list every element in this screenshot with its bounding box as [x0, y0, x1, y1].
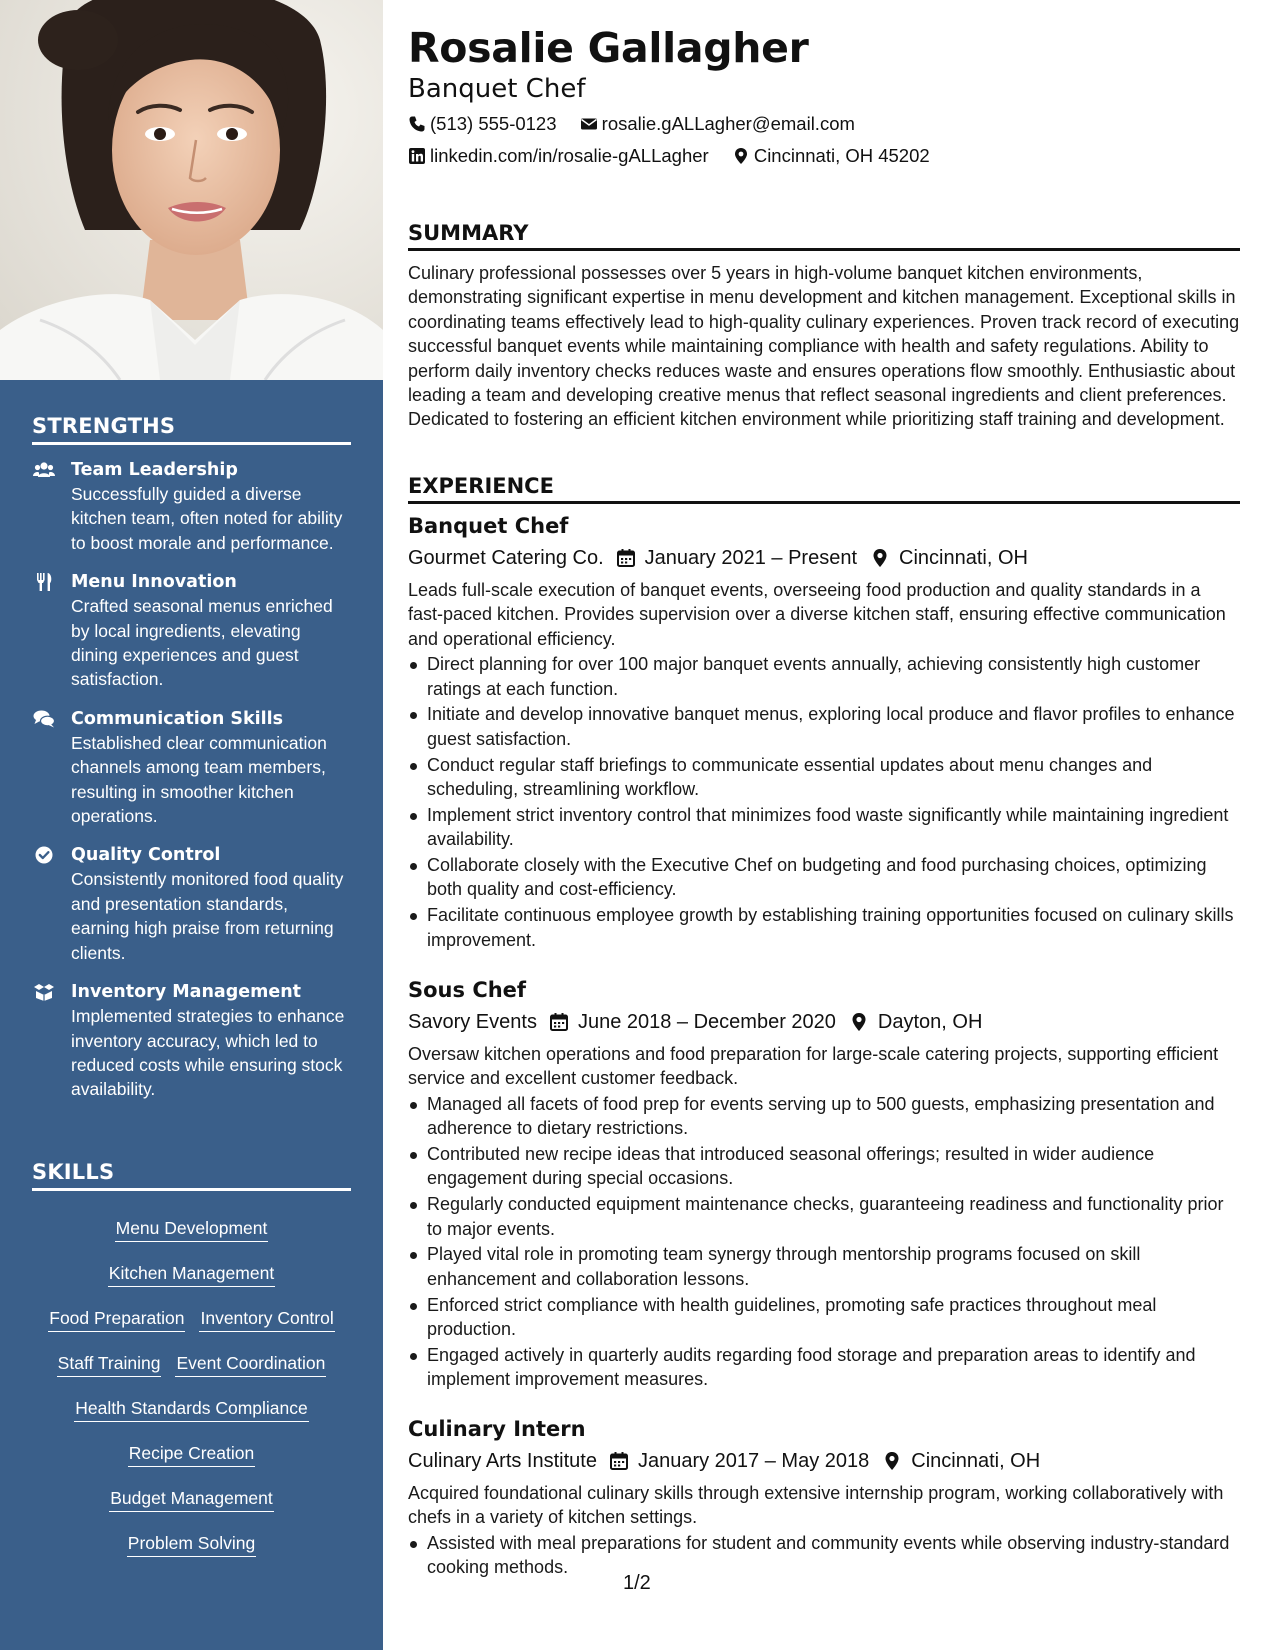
- email-text: rosalie.gALLagher@email.com: [601, 113, 855, 134]
- calendar-icon: [549, 1012, 569, 1032]
- summary-text: Culinary professional possesses over 5 years in high-volume banquet kitchen environments, demonstrating significant expertise in menu development and kitchen management. Exceptional skills in coordinating teams effectively lead to high-quality culinary experiences. Proven track record of executing successful banquet events while maintaining compliance with health and safety regulations. Ability to perform daily inventory checks reduces waste and ensures operations flow smoothly. Enthusiastic about leading a team and developing creative menus that reflect seasonal ingredients and client preferences. Dedicated to fostering an efficient kitchen environment while prioritizing staff training and development.: [408, 263, 1240, 430]
- bullet-item: Engaged actively in quarterly audits regarding food storage and preparation areas to identify and implement improvement measures.: [408, 1343, 1240, 1392]
- job-entry: [408, 512, 1240, 953]
- experience-heading: EXPERIENCE: [408, 474, 1240, 504]
- strength-item: [32, 707, 351, 829]
- job-location: Cincinnati, OH: [899, 547, 1028, 569]
- boxes-icon: [33, 982, 55, 1002]
- job-entry: [408, 1415, 1240, 1581]
- strength-title: Quality Control: [71, 845, 221, 866]
- bullet-item: Direct planning for over 100 major banquet events annually, achieving consistently high customer ratings at each function.: [408, 652, 1240, 701]
- job-meta: [408, 1009, 1240, 1035]
- phone-contact[interactable]: [408, 113, 557, 135]
- email-icon: [580, 115, 598, 133]
- linkedin-contact[interactable]: [408, 145, 709, 167]
- job-company: Culinary Arts Institute: [408, 1450, 597, 1472]
- strength-text: Crafted seasonal menus enriched by local ingredients, elevating dining experiences and guest satisfaction.: [71, 596, 333, 690]
- strength-item: [32, 980, 351, 1102]
- skill-tag: Staff Training: [57, 1351, 162, 1377]
- strength-title: Team Leadership: [71, 460, 238, 480]
- skill-tag: Menu Development: [115, 1216, 269, 1242]
- linkedin-text: linkedin.com/in/rosalie-gALLagher: [430, 145, 709, 166]
- phone-text: (513) 555-0123: [430, 113, 557, 134]
- summary-heading: SUMMARY: [408, 221, 1240, 251]
- sidebar: [0, 0, 383, 1650]
- strength-item: [32, 843, 351, 965]
- person-name: Rosalie Gallagher: [408, 24, 809, 72]
- strength-text: Established clear communication channels among team members, resulting in smoother kitchen operations.: [71, 732, 327, 827]
- job-description: Leads full-scale execution of banquet events, overseeing food production and quality standards in a fast-paced kitchen. Provides supervision over a diverse kitchen staff, ensuring effective communication and operational efficiency.: [408, 580, 1226, 649]
- map-pin-icon: [732, 147, 750, 165]
- email-contact[interactable]: [580, 113, 855, 135]
- job-title: Banquet Chef: [408, 514, 569, 538]
- strength-title: Inventory Management: [71, 982, 302, 1003]
- page-number: 1/2: [623, 1572, 651, 1594]
- skills-list: [32, 1207, 351, 1567]
- bullet-item: Assisted with meal preparations for student and community events while observing industry-standard cooking methods.: [408, 1531, 1240, 1580]
- skill-tag: Event Coordination: [175, 1351, 326, 1377]
- job-description: Oversaw kitchen operations and food preparation for large-scale catering projects, supporting efficient service and excellent customer feedback.: [408, 1044, 1219, 1089]
- job-company: Savory Events: [408, 1011, 537, 1033]
- bullet-item: Contributed new recipe ideas that introduced seasonal offerings; resulted in wider audience engagement during special occasions.: [408, 1142, 1240, 1191]
- utensils-icon: [33, 572, 55, 592]
- profile-photo: [0, 0, 383, 380]
- job-title: Sous Chef: [408, 978, 527, 1002]
- job-title: Culinary Intern: [408, 1417, 586, 1441]
- strengths-section: [32, 414, 351, 1102]
- job-entry: [408, 976, 1240, 1393]
- strength-item: [32, 458, 351, 555]
- map-pin-icon: [882, 1451, 902, 1471]
- skill-tag: Recipe Creation: [128, 1441, 255, 1467]
- job-description: Acquired foundational culinary skills through extensive internship program, working collaboratively with chefs in a variety of kitchen settings.: [408, 1483, 1224, 1528]
- skills-section: [32, 1160, 351, 1567]
- job-bullets: [408, 652, 1240, 952]
- contact-row: [408, 145, 948, 170]
- job-location: Cincinnati, OH: [911, 1450, 1041, 1472]
- job-dates: January 2017 – May 2018: [637, 1450, 870, 1472]
- skill-tag: Food Preparation: [48, 1306, 185, 1332]
- skill-tag: Kitchen Management: [108, 1261, 275, 1287]
- map-pin-icon: [870, 548, 890, 568]
- team-icon: [33, 460, 55, 480]
- check-circle-icon: [33, 845, 55, 865]
- bullet-item: Implement strict inventory control that minimizes food waste significantly while maintaining ingredient availability.: [408, 803, 1240, 852]
- location-contact: [732, 145, 930, 167]
- skill-tag: Inventory Control: [199, 1306, 334, 1332]
- job-meta: [408, 1448, 1240, 1474]
- map-pin-icon: [849, 1012, 869, 1032]
- chat-icon: [33, 709, 55, 729]
- job-meta: [408, 545, 1240, 571]
- linkedin-icon: [408, 147, 426, 165]
- job-dates: June 2018 – December 2020: [577, 1011, 836, 1033]
- strength-text: Implemented strategies to enhance inventory accuracy, which led to reduced costs while ensuring stock availability.: [71, 1006, 345, 1100]
- skill-tag: Budget Management: [109, 1486, 273, 1512]
- bullet-item: Conduct regular staff briefings to communicate essential updates about menu changes and scheduling, streamlining workflow.: [408, 753, 1240, 802]
- strengths-heading: STRENGTHS: [32, 414, 351, 445]
- job-bullets: [408, 1531, 1240, 1580]
- strength-title: Menu Innovation: [71, 572, 237, 593]
- job-company: Gourmet Catering Co.: [408, 547, 604, 569]
- strength-title: Communication Skills: [71, 708, 284, 729]
- strength-item: [32, 570, 351, 692]
- phone-icon: [408, 115, 426, 133]
- skill-tag: Problem Solving: [127, 1531, 256, 1557]
- skills-heading: SKILLS: [32, 1160, 351, 1191]
- bullet-item: Enforced strict compliance with health guidelines, promoting safe practices throughout meal production.: [408, 1293, 1240, 1342]
- contact-row: [408, 113, 873, 138]
- bullet-item: Initiate and develop innovative banquet menus, exploring local produce and flavor profiles to enhance guest satisfaction.: [408, 702, 1240, 751]
- job-dates: January 2021 – Present: [644, 547, 858, 569]
- bullet-item: Played vital role in promoting team synergy through mentorship programs focused on skill enhancement and collaboration lessons.: [408, 1242, 1240, 1291]
- strength-text: Consistently monitored food quality and presentation standards, earning high praise from returning clients.: [71, 869, 344, 963]
- calendar-icon: [609, 1451, 629, 1471]
- job-location: Dayton, OH: [877, 1011, 983, 1033]
- job-bullets: [408, 1092, 1240, 1392]
- bullet-item: Regularly conducted equipment maintenance checks, guaranteeing readiness and functionality prior to major events.: [408, 1192, 1240, 1241]
- person-role: Banquet Chef: [408, 74, 586, 104]
- skill-tag: Health Standards Compliance: [74, 1396, 309, 1422]
- calendar-icon: [616, 548, 636, 568]
- strength-text: Successfully guided a diverse kitchen team, often noted for ability to boost morale and performance.: [71, 484, 343, 553]
- bullet-item: Collaborate closely with the Executive Chef on budgeting and food purchasing choices, optimizing both quality and cost-efficiency.: [408, 853, 1240, 902]
- bullet-item: Managed all facets of food prep for events serving up to 500 guests, emphasizing presentation and adherence to dietary restrictions.: [408, 1092, 1240, 1141]
- bullet-item: Facilitate continuous employee growth by establishing training opportunities focused on culinary skills improvement.: [408, 903, 1240, 952]
- location-text: Cincinnati, OH 45202: [753, 145, 930, 166]
